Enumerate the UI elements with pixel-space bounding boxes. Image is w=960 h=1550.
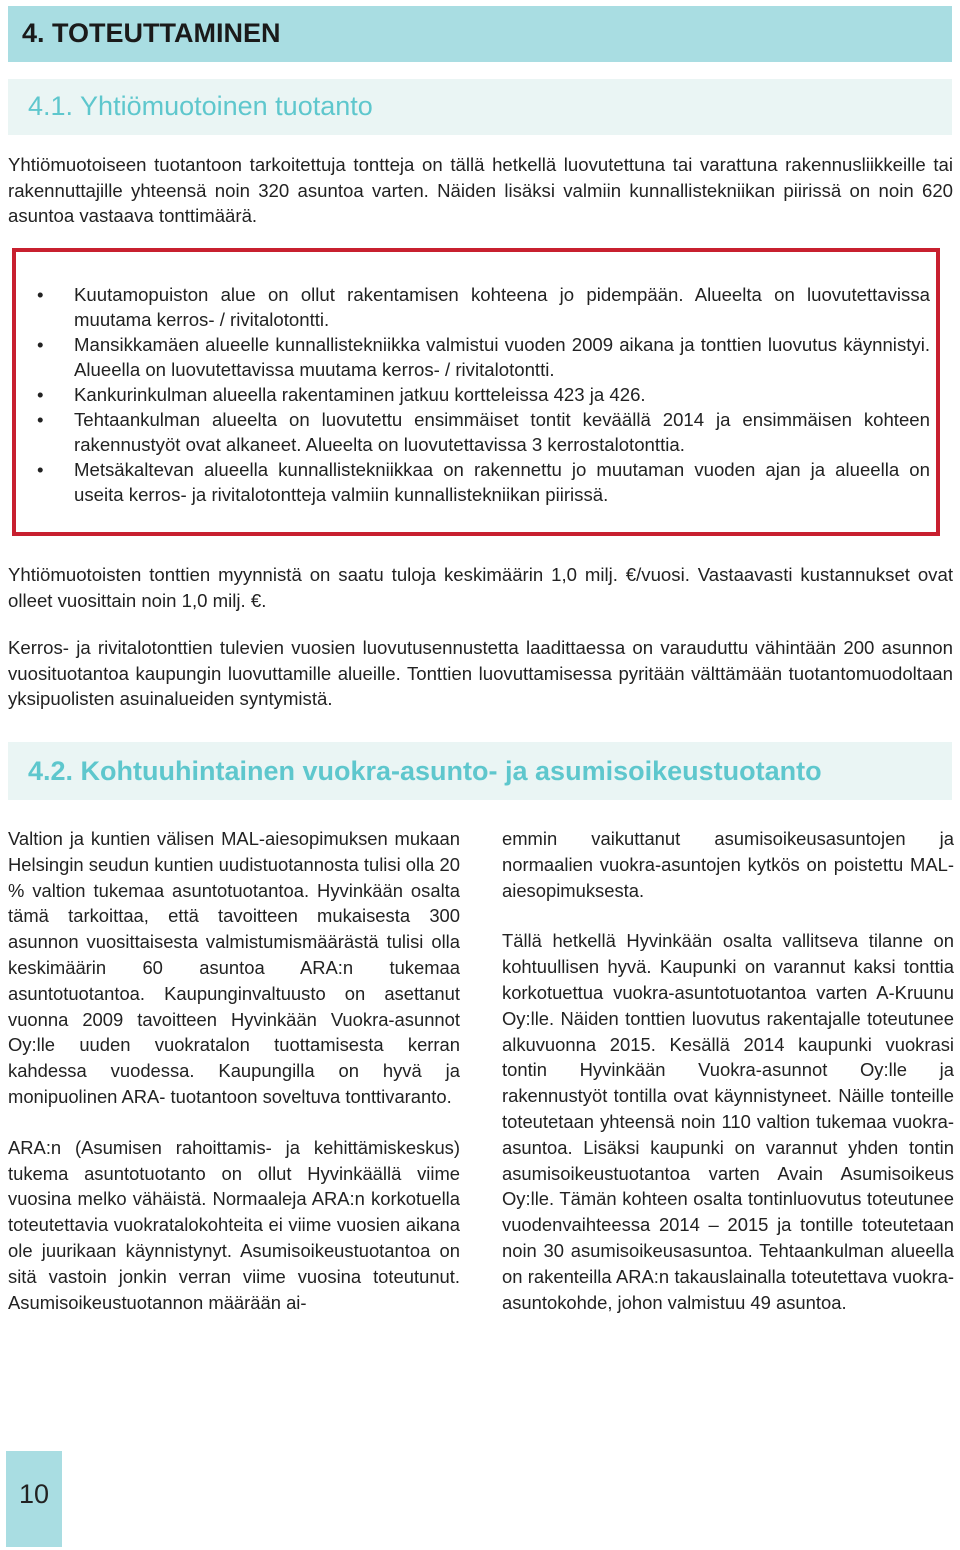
bullet-icon: • (37, 459, 44, 480)
list-item: • Mansikkamäen alueelle kunnallistekniikka valmistui vuoden 2009 aikana ja tonttien luovutus käynnistyi. Alueella on luovutettavissa muutama kerros- / rivitalotontti. (37, 334, 930, 380)
right-paragraph-1: emmin vaikuttanut asumisoikeusasuntojen ja normaalien vuokra-asuntojen kytkös on poistettu MAL-aiesopimuksesta. (502, 828, 954, 901)
section2-title: 4.2. Kohtuuhintainen vuokra-asunto- ja asumisoikeustuotanto (28, 756, 822, 786)
bullet-icon: • (37, 284, 44, 305)
section2-header-band (8, 742, 952, 800)
sales-paragraph: Yhtiömuotoisten tonttien myynnistä on saatu tuloja keskimäärin 1,0 milj. €/vuosi. Vastaavasti kustannukset ovat olleet vuosittain noin 1,0 milj. €. (8, 564, 953, 611)
list-item: • Kuutamopuiston alue on ollut rakentamisen kohteena jo pidempään. Alueelta on luovutettavissa muutama kerros- / rivitalotontti. (37, 284, 930, 330)
list-item: • Tehtaankulman alueelta on luovutettu ensimmäiset tontit keväällä 2014 ja ensimmäisen kohteen rakennustyöt ovat alkaneet. Alueelta on luovutettavissa 3 kerrostalotonttia. (37, 409, 930, 455)
bullet-icon: • (37, 409, 44, 430)
bullet-icon: • (37, 384, 44, 405)
area-bullet-list (34, 282, 930, 507)
left-text-column (8, 826, 460, 1340)
section1-header-band (8, 79, 952, 135)
highlighted-areas-box (12, 248, 940, 536)
chapter-title: 4. TOTEUTTAMINEN (22, 18, 281, 48)
right-paragraph-2: Tällä hetkellä Hyvinkään osalta vallitseva tilanne on kohtuullisen hyvä. Kaupunki on varannut kaksi tonttia korkotuettua vuokra-asuntotuotantoa varten A-Kruunu Oy:lle. Näiden tonttien luovutus rakentajalle toteutunee alkuvuonna 2015. Kesällä 2014 kaupunki vuokrasi tontin Hyvinkään Vuokra-asunnot Oy:lle ja rakennustyöt tontilla ovat käynnistyneet. Näille tonteille toteutetaan yhteensä noin 110 valtion tukemaa vuokra-asuntoa. Lisäksi kaupunki on varannut yhden tontin asumisoikeustuotantoa varten Avain Asumisoikeus Oy:lle. Tämän kohteen osalta tontinluovutus toteutunee vuodenvaihteessa 2014 – 2015 ja tontille toteutetaan noin 30 asumisoikeusasuntoa. Tehtaankulman alueella on rakenteilla ARA:n takauslainalla toteutettava vuokra-asuntokohde, johon valmistuu 49 asuntoa. (502, 930, 954, 1313)
list-item: • Kankurinkulman alueella rakentaminen jatkuu kortteleissa 423 ja 426. (37, 384, 646, 405)
page-number: 10 (18, 1479, 50, 1509)
left-paragraph-1: Valtion ja kuntien välisen MAL-aiesopimuksen mukaan Helsingin seudun kuntien uudistuotannosta tulisi olla 20 % valtion tukemaa asuntotuotantoa. Hyvinkään osalta tämä tarkoittaa, että tavoitteen mukaisesta 300 asunnon vuosittaisesta valmistumismäärästä tulisi olla keskimäärin 60 asuntoa ARA:n tukemaa asuntotuotantoa. Kaupunginvaltuusto on asettanut vuonna 2009 tavoitteen Hyvinkään Vuokra-asunnot Oy:lle uuden vuokratalon tuottamisesta kerran kahdessa vuodessa. Kaupungilla on hyvä ja monipuolinen ARA- tuotantoon soveltuva tonttivaranto. (8, 828, 460, 1107)
right-text-column (502, 826, 954, 1340)
left-paragraph-2: ARA:n (Asumisen rahoittamis- ja kehittämiskeskus) tukema asuntotuotanto on ollut Hyvinkäällä viime vuosina melko vähäistä. Normaaleja ARA:n korkotuella toteutettavia vuokratalokohteita ei viime vuosien aikana ole juurikaan käynnistynyt. Asumisoikeustuotantoa on sitä vastoin jonkin verran viime vuosina toteutunut. Asumisoikeustuotannon määrään ai- (8, 1136, 460, 1313)
bullet-icon: • (37, 334, 44, 355)
forecast-paragraph: Kerros- ja rivitalotonttien tulevien vuosien luovutusennustetta laadittaessa on varauduttu vähintään 200 asunnon vuosituotantoa kaupungin luovuttamille alueille. Tonttien luovuttamisessa pyritään välttämään tuotantomuodoltaan yksipuolisten asuinalueiden syntymistä. (8, 637, 953, 709)
section1-intro-paragraph: Yhtiömuotoiseen tuotantoon tarkoitettuja tontteja on tällä hetkellä luovutettuna tai varattuna rakennusliikkeille tai rakennuttajille yhteensä noin 320 asuntoa varten. Näiden lisäksi valmiin kunnallistekniikan piirissä on noin 620 asuntoa vastaava tonttimäärä. (8, 154, 953, 226)
list-item: • Metsäkaltevan alueella kunnallistekniikkaa on rakennettu jo muutaman vuoden ajan ja alueella on useita kerros- ja rivitalotontteja valmiin kunnallistekniikan piirissä. (37, 459, 930, 505)
section1-title: 4.1. Yhtiömuotoinen tuotanto (28, 91, 373, 121)
page-number-box (6, 1451, 62, 1547)
chapter-header-band (8, 6, 952, 62)
